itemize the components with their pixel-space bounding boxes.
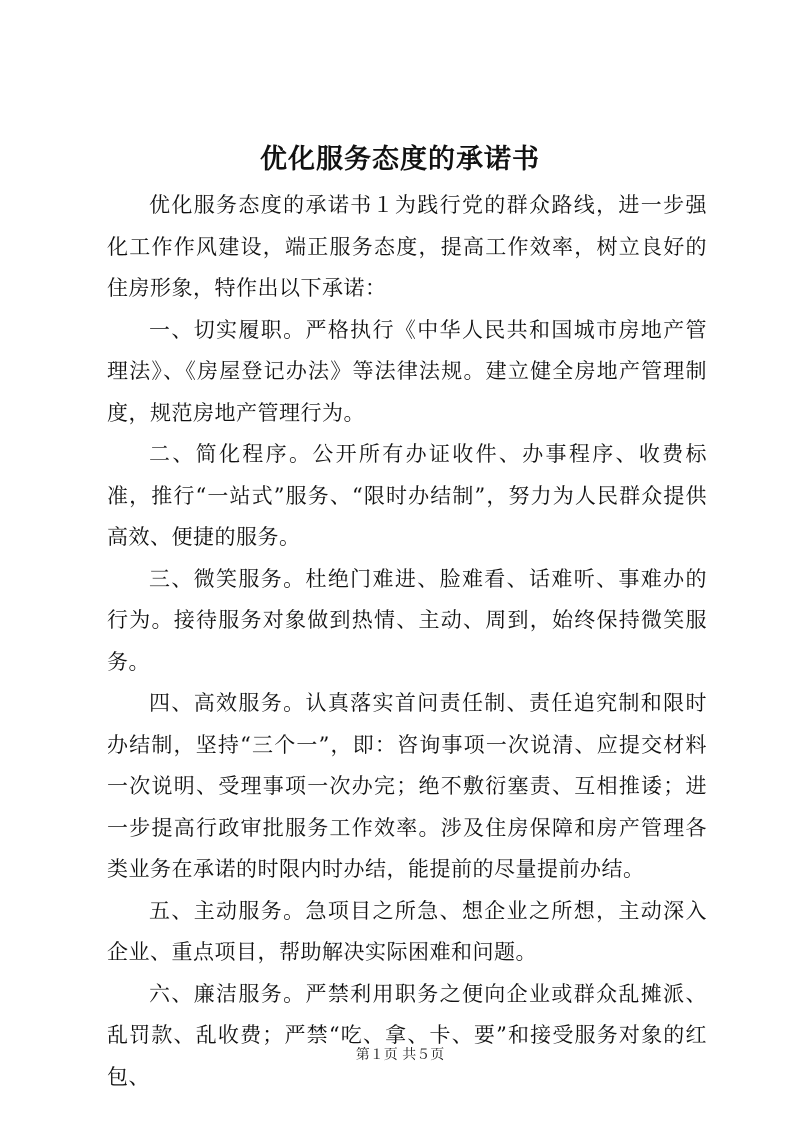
document-body bbox=[107, 185, 707, 1098]
document-title: 优化服务态度的承诺书 bbox=[260, 144, 540, 175]
paragraph-item-5: 五、主动服务。急项目之所急、想企业之所想，主动深入企业、重点项目，帮助解决实际困难和问题。 bbox=[107, 898, 707, 964]
paragraph-item-6: 六、廉洁服务。严禁利用职务之便向企业或群众乱摊派、乱罚款、乱收费；严禁“吃、拿、卡、要”和接受服务对象的红包、 bbox=[107, 981, 707, 1089]
paragraph-intro: 优化服务态度的承诺书１为践行党的群众路线，进一步强化工作作风建设，端正服务态度，提高工作效率，树立良好的住房形象，特作出以下承诺： bbox=[107, 193, 707, 300]
paragraph-item-2: 二、简化程序。公开所有办证收件、办事程序、收费标准，推行“一站式”服务、“限时办结制”，努力为人民群众提供高效、便捷的服务。 bbox=[107, 442, 707, 549]
page-number-footer: 第１页 共５页 bbox=[355, 1047, 445, 1063]
paragraph-item-3: 三、微笑服务。杜绝门难进、脸难看、话难听、事难办的行为。接待服务对象做到热情、主动、周到，始终保持微笑服务。 bbox=[107, 566, 707, 674]
paragraph-item-4: 四、高效服务。认真落实首问责任制、责任追究制和限时办结制，坚持“三个一”，即：咨询事项一次说清、应提交材料一次说明、受理事项一次办完；绝不敷衍塞责、互相推诿；进一步提高行政审批服务工作效率。涉及住房保障和房产管理各类业务在承诺的时限内时办结，能提前的尽量提前办结。 bbox=[107, 691, 707, 881]
paragraph-item-1: 一、切实履职。严格执行《中华人民共和国城市房地产管理法》、《房屋登记办法》等法律法规。建立健全房地产管理制度，规范房地产管理行为。 bbox=[107, 317, 707, 425]
